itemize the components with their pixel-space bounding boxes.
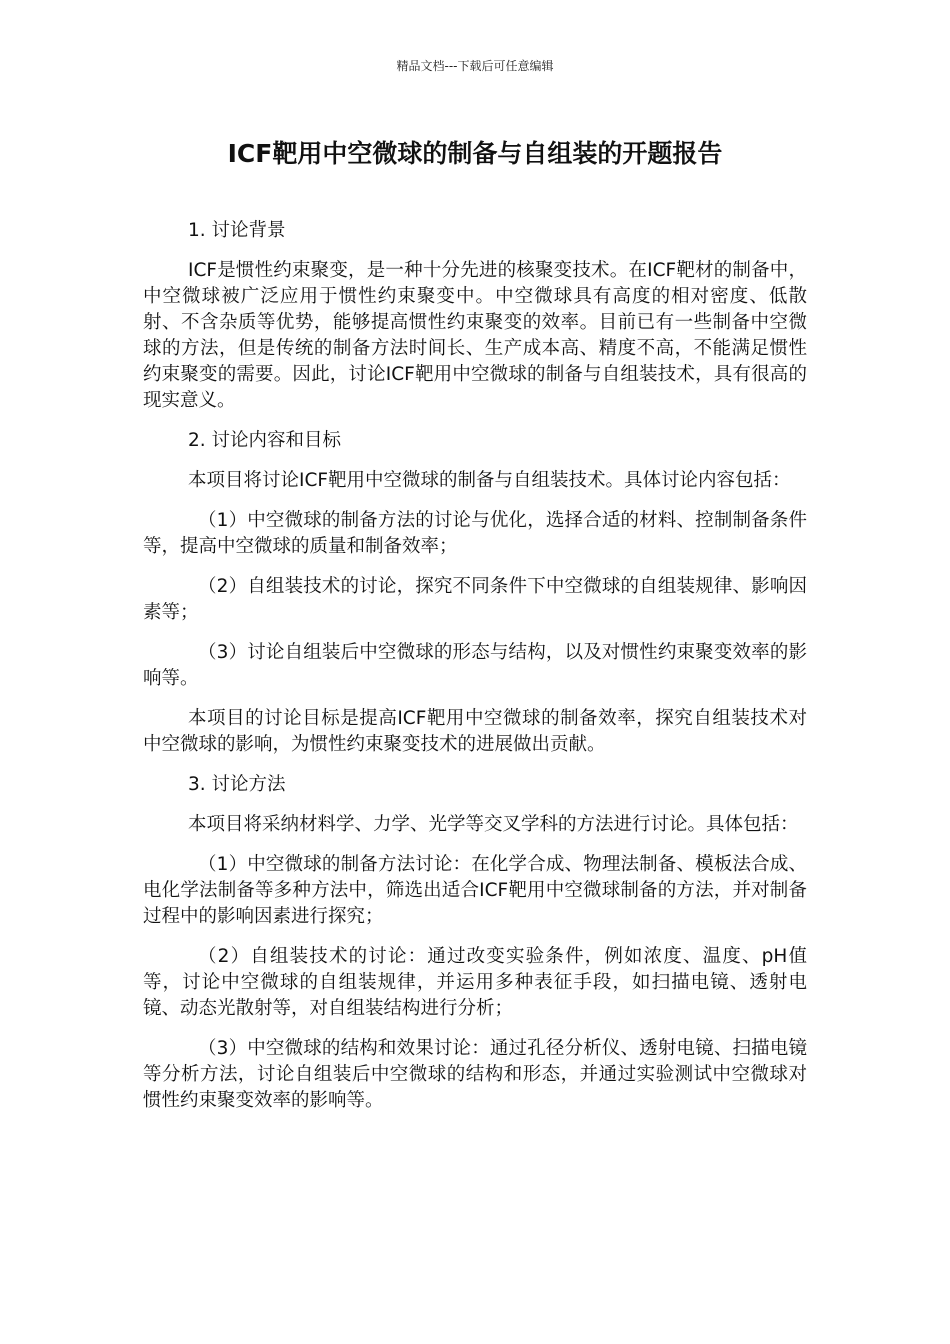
list-item-content-1: （1）中空微球的制备方法的讨论与优化，选择合适的材料、控制制备条件等，提高中空微球的质量和制备效率； [143,510,807,557]
document-body [143,218,807,1128]
section-heading-methods: 3. 讨论方法 [188,774,286,795]
paragraph-methods-intro: 本项目将采纳材料学、力学、光学等交叉学科的方法进行讨论。具体包括： [188,814,799,835]
paragraph-content-intro: 本项目将讨论ICF靶用中空微球的制备与自组装技术。具体讨论内容包括： [188,470,791,491]
paragraph-goals: 本项目的讨论目标是提高ICF靶用中空微球的制备效率，探究自组装技术对中空微球的影响，为惯性约束聚变技术的进展做出贡献。 [143,708,807,755]
paragraph-background: ICF是惯性约束聚变，是一种十分先进的核聚变技术。在ICF靶材的制备中，中空微球被广泛应用于惯性约束聚变中。中空微球具有高度的相对密度、低散射、不含杂质等优势，能够提高惯性约束聚变的效率。目前已有一些制备中空微球的方法，但是传统的制备方法时间长、生产成本高、精度不高，不能满足惯性约束聚变的需要。因此，讨论ICF靶用中空微球的制备与自组装技术，具有很高的现实意义。 [143,260,807,411]
list-item-method-3: （3）中空微球的结构和效果讨论：通过孔径分析仪、透射电镜、扫描电镜等分析方法，讨论自组装后中空微球的结构和形态，并通过实验测试中空微球对惯性约束聚变效率的影响等。 [143,1038,807,1111]
section-heading-background: 1. 讨论背景 [188,220,286,241]
list-item-content-3: （3）讨论自组装后中空微球的形态与结构，以及对惯性约束聚变效率的影响等。 [143,642,807,689]
document-title: ICF靶用中空微球的制备与自组装的开题报告 [227,139,723,168]
section-heading-content-goals: 2. 讨论内容和目标 [188,430,342,451]
list-item-content-2: （2）自组装技术的讨论，探究不同条件下中空微球的自组装规律、影响因素等； [143,576,807,623]
list-item-method-1: （1）中空微球的制备方法讨论：在化学合成、物理法制备、模板法合成、电化学法制备等多种方法中，筛选出适合ICF靶用中空微球制备的方法，并对制备过程中的影响因素进行探究； [143,854,807,927]
list-item-method-2: （2）自组装技术的讨论：通过改变实验条件，例如浓度、温度、pH值等，讨论中空微球的自组装规律，并运用多种表征手段，如扫描电镜、透射电镜、动态光散射等，对自组装结构进行分析； [143,946,807,1019]
header-note: 精品文档---下载后可任意编辑 [396,59,554,73]
